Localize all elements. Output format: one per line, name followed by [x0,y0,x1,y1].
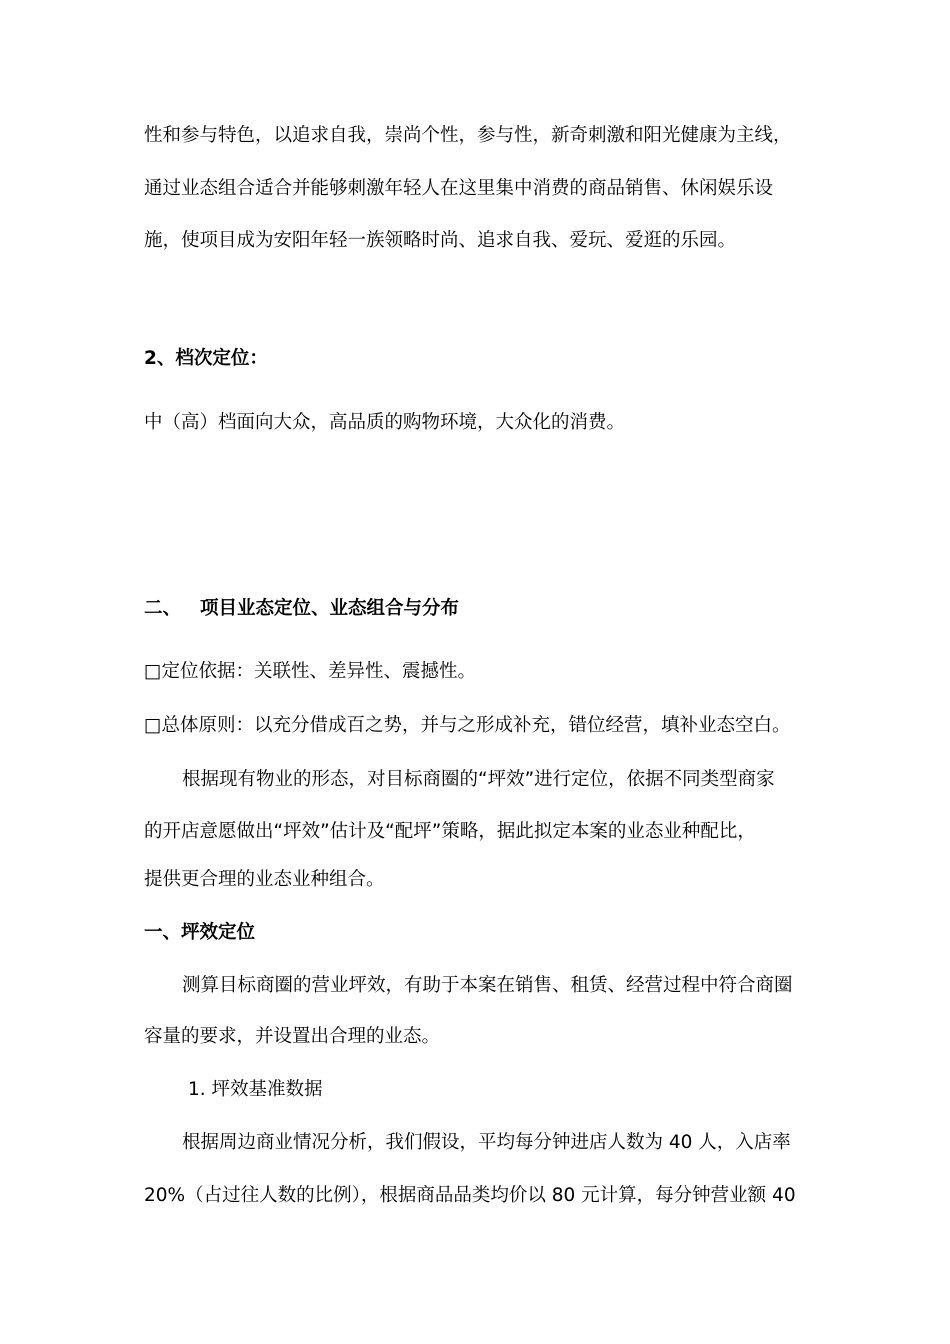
section-number: 二、 [144,598,182,619]
paragraph-line: 中（高）档面向大众，高品质的购物环境，大众化的消费。 [144,412,626,433]
section-heading-two [144,596,459,622]
paragraph-line: 施，使项目成为安阳年轻一族领略时尚、追求自我、爱玩、爱逛的乐园。 [144,230,737,251]
paragraph-line: 根据现有物业的形态，对目标商圈的“坪效”进行定位，依据不同类型商家 [182,769,775,790]
paragraph-line: 性和参与特色，以追求自我，崇尚个性，参与性，新奇刺激和阳光健康为主线， [144,125,792,146]
paragraph-line: 容量的要求，并设置出合理的业态。 [144,1026,441,1047]
heading-pingxiao: 一、坪效定位 [144,922,256,943]
heading-grade-positioning: 2、档次定位： [144,348,268,369]
paragraph-line: 根据周边商业情况分析，我们假设，平均每分钟进店人数为 40 人，入店率 [182,1132,791,1153]
paragraph-line: 测算目标商圈的营业坪效，有助于本案在销售、租赁、经营过程中符合商圈 [182,975,793,996]
section-title: 项目业态定位、业态组合与分布 [200,598,460,619]
paragraph-line: 通过业态组合适合并能够刺激年轻人在这里集中消费的商品销售、休闲娱乐设 [144,178,774,199]
paragraph-line: 的开店意愿做出“坪效”估计及“配坪”策略，据此拟定本案的业态业种配比， [144,821,756,842]
paragraph-line: 提供更合理的业态业种组合。 [144,869,385,890]
numbered-subheading: 1. 坪效基准数据 [188,1079,323,1100]
bullet-item: □总体原则：以充分借成百之势，并与之形成补充，错位经营，填补业态空白。 [144,715,791,736]
paragraph-line: 20%（占过往人数的比例），根据商品品类均价以 80 元计算，每分钟营业额 40 [144,1185,796,1206]
bullet-item: □定位依据：关联性、差异性、震撼性。 [144,661,476,682]
